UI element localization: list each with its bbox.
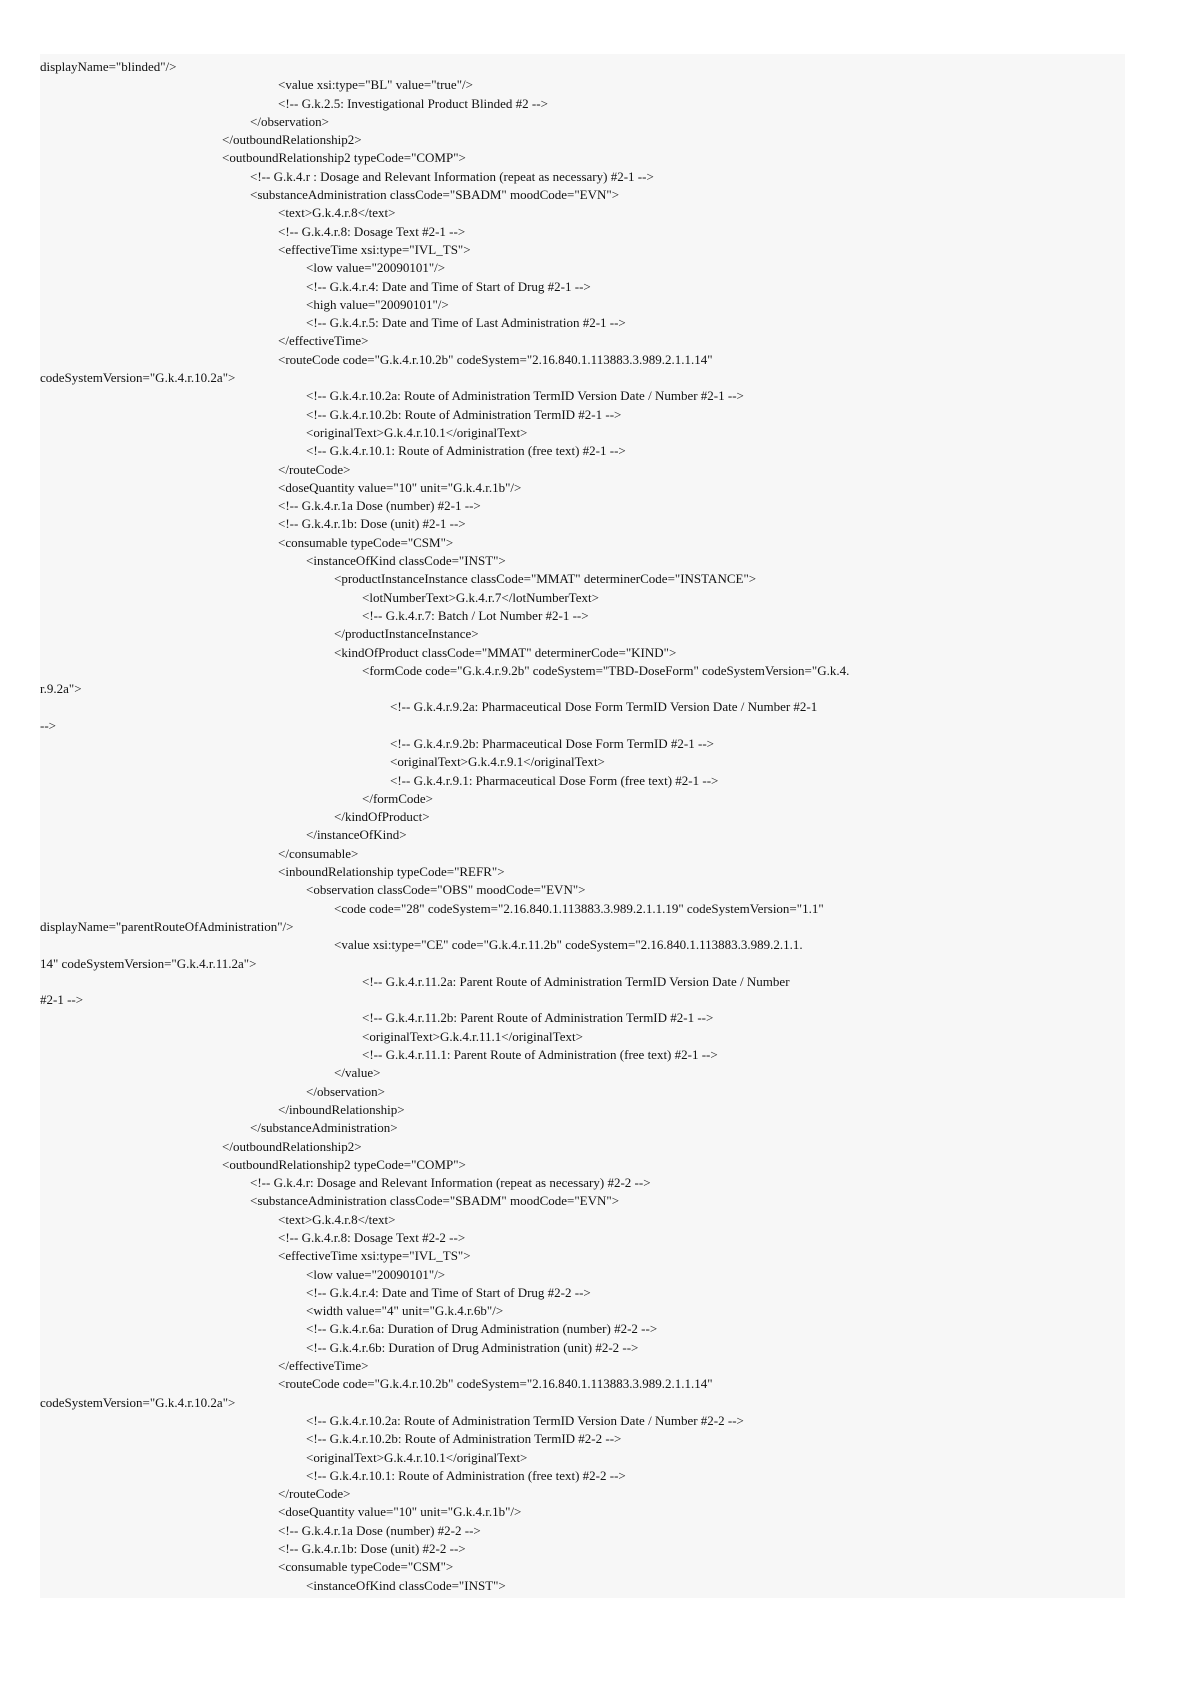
code-line: <!-- G.k.4.r.10.2a: Route of Administration TermID Version Date / Number #2-1 --> [306, 388, 744, 404]
code-line: <instanceOfKind classCode="INST"> [306, 553, 506, 569]
code-line: </outboundRelationship2> [222, 132, 362, 148]
code-line: </value> [334, 1065, 381, 1081]
code-line: <value xsi:type="CE" code="G.k.4.r.11.2b" codeSystem="2.16.840.1.113883.3.989.2.1.1. [334, 937, 803, 953]
code-line: <!-- G.k.4.r.8: Dosage Text #2-2 --> [278, 1230, 466, 1245]
code-line: <!-- G.k.4.r.1a Dose (number) #2-2 --> [278, 1522, 481, 1538]
code-line: codeSystemVersion="G.k.4.r.10.2a"> [40, 1394, 236, 1410]
code-line: <doseQuantity value="10" unit="G.k.4.r.1b"/> [278, 479, 522, 495]
code-line: <kindOfProduct classCode="MMAT" determinerCode="KIND"> [334, 644, 677, 660]
code-line: <!-- G.k.4.r: Dosage and Relevant Information (repeat as necessary) #2-2 --> [250, 1175, 651, 1191]
code-line: </productInstanceInstance> [334, 626, 479, 642]
code-line: <!-- G.k.4.r.1a Dose (number) #2-1 --> [278, 498, 481, 514]
code-line: <outboundRelationship2 typeCode="COMP"> [222, 1156, 466, 1172]
code-line: <outboundRelationship2 typeCode="COMP"> [222, 150, 466, 166]
code-line: <consumable typeCode="CSM"> [278, 534, 454, 550]
code-line: <consumable typeCode="CSM"> [278, 1559, 454, 1575]
code-line: <!-- G.k.4.r : Dosage and Relevant Information (repeat as necessary) #2-1 --> [250, 168, 654, 184]
code-line: </routeCode> [278, 461, 351, 477]
code-line: #2-1 --> [40, 992, 84, 1008]
code-line: <!-- G.k.4.r.1b: Dose (unit) #2-2 --> [278, 1541, 466, 1557]
code-line: <!-- G.k.4.r.6b: Duration of Drug Administration (unit) #2-2 --> [306, 1339, 639, 1355]
code-line: </effectiveTime> [278, 1358, 369, 1374]
code-line: <!-- G.k.4.r.10.2a: Route of Administration TermID Version Date / Number #2-2 --> [306, 1412, 744, 1428]
code-line: <formCode code="G.k.4.r.9.2b" codeSystem="TBD-DoseForm" codeSystemVersion="G.k.4. [362, 662, 850, 678]
code-line: </inboundRelationship> [278, 1101, 405, 1117]
code-line: <code code="28" codeSystem="2.16.840.1.113883.3.989.2.1.1.19" codeSystemVersion="1.1" [334, 900, 824, 916]
code-line: <!-- G.k.4.r.9.2b: Pharmaceutical Dose Form TermID #2-1 --> [390, 735, 714, 751]
code-line: <substanceAdministration classCode="SBADM" moodCode="EVN"> [250, 187, 620, 203]
code-line: <originalText>G.k.4.r.11.1</originalText> [362, 1028, 583, 1044]
code-line: <!-- G.k.4.r.8: Dosage Text #2-1 --> [278, 223, 466, 239]
code-line: <!-- G.k.4.r.10.2b: Route of Administration TermID #2-1 --> [306, 406, 622, 422]
code-line: <substanceAdministration classCode="SBADM" moodCode="EVN"> [250, 1193, 620, 1209]
code-line: 14" codeSystemVersion="G.k.4.r.11.2a"> [40, 955, 257, 971]
code-line: <!-- G.k.4.r.6a: Duration of Drug Administration (number) #2-2 --> [306, 1321, 658, 1337]
code-line: r.9.2a"> [40, 681, 82, 697]
code-line: <!-- G.k.4.r.11.2b: Parent Route of Administration TermID #2-1 --> [362, 1010, 714, 1026]
code-line: <productInstanceInstance classCode="MMAT" determinerCode="INSTANCE"> [334, 571, 757, 587]
code-line: <text>G.k.4.r.8</text> [278, 1211, 396, 1227]
code-line: <!-- G.k.4.r.5: Date and Time of Last Administration #2-1 --> [306, 315, 626, 331]
code-line: <low value="20090101"/> [306, 1266, 446, 1282]
code-line: <lotNumberText>G.k.4.r.7</lotNumberText> [362, 589, 599, 605]
code-line: displayName="parentRouteOfAdministration"/> [40, 918, 294, 934]
code-line: <!-- G.k.2.5: Investigational Product Blinded #2 --> [278, 95, 548, 111]
code-line: <routeCode code="G.k.4.r.10.2b" codeSystem="2.16.840.1.113883.3.989.2.1.1.14" [278, 351, 713, 367]
code-line: </observation> [250, 113, 329, 129]
code-line: </instanceOfKind> [306, 827, 407, 843]
code-line: <observation classCode="OBS" moodCode="EVN"> [306, 882, 586, 898]
code-line: <text>G.k.4.r.8</text> [278, 205, 396, 221]
code-line: <!-- G.k.4.r.1b: Dose (unit) #2-1 --> [278, 516, 466, 532]
code-line: codeSystemVersion="G.k.4.r.10.2a"> [40, 370, 236, 386]
code-line: </consumable> [278, 845, 359, 861]
code-line: <!-- G.k.4.r.10.1: Route of Administration (free text) #2-1 --> [306, 443, 626, 459]
code-line: </formCode> [362, 790, 433, 806]
code-line: <low value="20090101"/> [306, 260, 446, 276]
code-line: <high value="20090101"/> [306, 296, 449, 312]
code-line: <width value="4" unit="G.k.4.r.6b"/> [306, 1303, 504, 1319]
code-line: <!-- G.k.4.r.4: Date and Time of Start of Drug #2-1 --> [306, 278, 591, 294]
code-line: <originalText>G.k.4.r.10.1</originalText> [306, 424, 528, 440]
code-line: <!-- G.k.4.r.11.2a: Parent Route of Administration TermID Version Date / Number [362, 973, 790, 989]
code-line: </observation> [306, 1083, 385, 1099]
code-line: <value xsi:type="BL" value="true"/> [278, 77, 473, 93]
code-line: </kindOfProduct> [334, 809, 430, 825]
code-line: <!-- G.k.4.r.7: Batch / Lot Number #2-1 --> [362, 607, 589, 623]
code-line: --> [40, 717, 56, 733]
code-line: </substanceAdministration> [250, 1120, 398, 1136]
xml-code-listing [40, 58, 1125, 1595]
code-line: <routeCode code="G.k.4.r.10.2b" codeSystem="2.16.840.1.113883.3.989.2.1.1.14" [278, 1376, 713, 1392]
code-line: <effectiveTime xsi:type="IVL_TS"> [278, 241, 471, 257]
code-line: displayName="blinded"/> [40, 59, 177, 74]
code-line: <!-- G.k.4.r.9.1: Pharmaceutical Dose Form (free text) #2-1 --> [390, 772, 719, 788]
code-line: <effectiveTime xsi:type="IVL_TS"> [278, 1248, 471, 1264]
code-line: <doseQuantity value="10" unit="G.k.4.r.1b"/> [278, 1504, 522, 1520]
code-line: <instanceOfKind classCode="INST"> [306, 1577, 506, 1593]
code-line: <!-- G.k.4.r.9.2a: Pharmaceutical Dose Form TermID Version Date / Number #2-1 [390, 699, 818, 715]
code-line: <!-- G.k.4.r.11.1: Parent Route of Administration (free text) #2-1 --> [362, 1047, 718, 1063]
code-line: <!-- G.k.4.r.10.1: Route of Administration (free text) #2-2 --> [306, 1467, 626, 1483]
code-line: <inboundRelationship typeCode="REFR"> [278, 864, 505, 880]
code-line: <originalText>G.k.4.r.9.1</originalText> [390, 754, 605, 770]
code-line: <!-- G.k.4.r.4: Date and Time of Start of Drug #2-2 --> [306, 1284, 591, 1300]
code-line: <originalText>G.k.4.r.10.1</originalText> [306, 1449, 528, 1465]
code-line: </routeCode> [278, 1486, 351, 1502]
code-line: </effectiveTime> [278, 333, 369, 349]
code-line: </outboundRelationship2> [222, 1138, 362, 1154]
code-line: <!-- G.k.4.r.10.2b: Route of Administration TermID #2-2 --> [306, 1431, 622, 1447]
